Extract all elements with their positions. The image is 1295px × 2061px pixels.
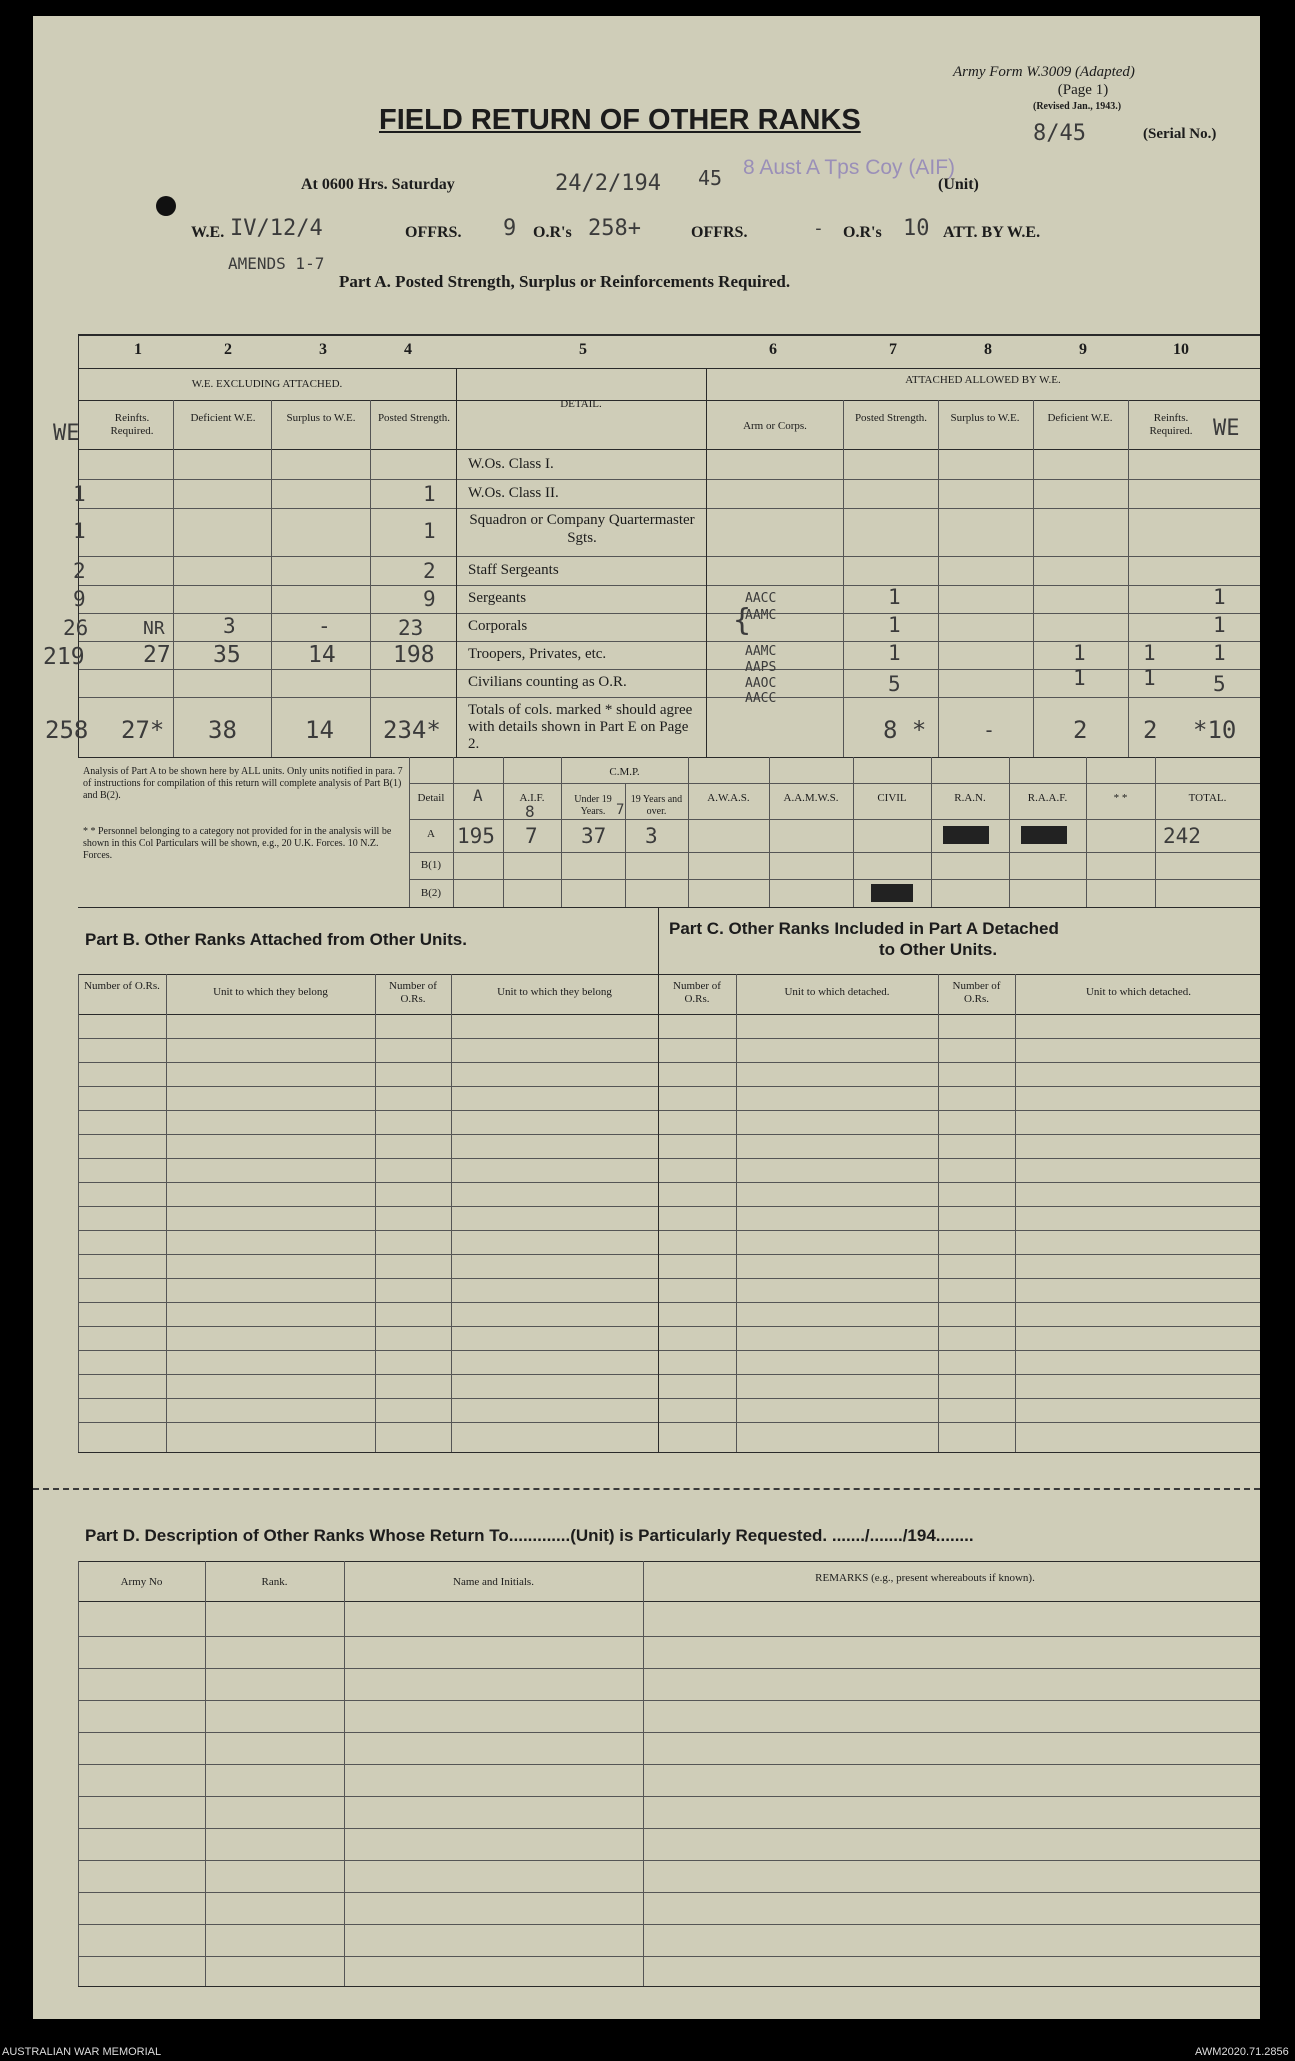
analysis-row-b2: B(2): [420, 887, 442, 899]
part-c-head-num-1: Number of O.Rs.: [673, 980, 721, 1005]
offrs-value: 9: [503, 216, 517, 241]
analysis-over-value: 3: [645, 824, 658, 848]
row-detail-pte: Troopers, Privates, etc.: [468, 646, 607, 662]
analysis-ran: R.A.N.: [954, 792, 986, 804]
row-arm-sgt: AACC: [745, 591, 777, 606]
analysis-hw-7: 7: [616, 802, 625, 818]
blackout-civil-b2: [871, 884, 913, 902]
row-c2-pte: 35: [213, 642, 241, 668]
row-c4-pte: 198: [393, 642, 435, 668]
total-we: 258: [45, 716, 89, 744]
total-r: *10: [1193, 716, 1237, 744]
row-c4-ssgt: 2: [423, 559, 436, 583]
analysis-row-b1: B(1): [420, 859, 442, 871]
analysis-aif: A.I.F.: [519, 792, 545, 804]
row-arm-pte: AAMC: [745, 644, 777, 659]
row-we-pte: 219: [43, 644, 85, 670]
at-label: At 0600 Hrs. Saturday: [301, 176, 455, 193]
analysis-a-value: 195: [457, 824, 495, 848]
row-detail-ssgt: Staff Sergeants: [468, 562, 559, 578]
year-value: 45: [698, 166, 723, 190]
ors2-label: O.R's: [843, 224, 882, 241]
row-we-cqms: 1: [73, 519, 86, 543]
row-we-wo2: 1: [73, 482, 86, 506]
row-c1-cpl: NR: [143, 618, 165, 639]
part-b-head-unit-1: Unit to which they belong: [213, 986, 328, 998]
analysis-row-a: A: [427, 828, 435, 840]
col-num-2: 2: [224, 341, 232, 358]
analysis-total: TOTAL.: [1188, 792, 1227, 804]
analysis-civil: CIVIL: [877, 792, 907, 804]
offrs-label: OFFRS.: [405, 224, 462, 241]
offrs2-value: -: [813, 218, 824, 239]
analysis-detail: Detail: [417, 792, 445, 804]
we-label: W.E.: [191, 224, 225, 241]
head-r-posted: Posted Strength.: [854, 412, 928, 424]
row-r-sgt: 1: [1213, 585, 1226, 609]
footer-left: AUSTRALIAN WAR MEMORIAL: [2, 2046, 162, 2058]
row-we-sgt: 9: [73, 587, 86, 611]
row-arm-extra-2: AACC: [745, 691, 777, 706]
analysis-hw-a: A: [473, 786, 483, 805]
row-c4-wo2: 1: [423, 482, 436, 506]
brace-icon: {: [733, 603, 752, 638]
ors-label: O.R's: [533, 224, 572, 241]
ors2-value: 10: [903, 216, 930, 241]
col-num-10: 10: [1173, 341, 1189, 358]
serial-label: (Serial No.): [1143, 126, 1217, 142]
analysis-total-value: 242: [1163, 824, 1201, 848]
head-reinfts: Reinfts. Required.: [110, 412, 154, 437]
part-b-title: Part B. Other Ranks Attached from Other Units.: [85, 930, 467, 949]
totals-detail: Totals of cols. marked * should agree with details shown in Part E on Page 2.: [468, 702, 693, 752]
total-c10: 2: [1143, 716, 1158, 744]
punch-hole: [156, 196, 176, 216]
analysis-star: * *: [1113, 792, 1128, 804]
row-c9-pte: 1: [1073, 641, 1086, 665]
row-c9-civ: 1: [1073, 666, 1086, 690]
part-c-title-1: Part C. Other Ranks Included in Part A Detached: [669, 919, 1059, 938]
row-detail-civ: Civilians counting as O.R.: [468, 674, 627, 690]
part-c-head-num-2: Number of O.Rs.: [952, 980, 1001, 1005]
row-r-pte: 1: [1213, 641, 1226, 665]
total-c7: 8 *: [883, 716, 927, 744]
form-name: Army Form W.3009 (Adapted): [953, 64, 1135, 80]
blackout-raaf-a: [1021, 826, 1067, 844]
row-c3-cpl: -: [318, 614, 331, 638]
we-excluding-head: W.E. EXCLUDING ATTACHED.: [191, 378, 343, 390]
row-arm-extra-1: AAOC: [745, 676, 777, 691]
analysis-aamws: A.A.M.W.S.: [783, 792, 839, 804]
row-c3-pte: 14: [308, 642, 336, 668]
total-c1: 27*: [121, 716, 165, 744]
total-c4: 234*: [383, 716, 441, 744]
ors-value: 258+: [588, 216, 641, 241]
analysis-raaf: R.A.A.F.: [1027, 792, 1068, 804]
col-num-8: 8: [984, 341, 992, 358]
part-c-head-unit-1: Unit to which detached.: [784, 986, 890, 998]
row-c7-cpl: 1: [888, 613, 901, 637]
row-arm-cpl: AAMC: [745, 608, 777, 623]
row-c7-civ: 5: [888, 672, 901, 696]
col-num-4: 4: [404, 341, 412, 358]
head-posted: Posted Strength.: [377, 412, 451, 424]
total-c8: -: [983, 718, 996, 742]
form-page: [33, 16, 1260, 2019]
col-num-6: 6: [769, 341, 777, 358]
part-b-head-num-1: Number of O.Rs.: [84, 980, 160, 992]
head-surplus: Surplus to W.E.: [286, 412, 356, 424]
footer-right: AWM2020.71.2856: [1195, 2046, 1289, 2058]
amends-note: AMENDS 1-7: [228, 254, 325, 273]
analysis-note-2: * * Personnel belonging to a category not provided for in the analysis will be shown in this Col Particulars will be shown, e.g., 20 U.K. Forces. 10 N.Z. Forces.: [83, 826, 392, 861]
analysis-awas: A.W.A.S.: [707, 792, 750, 804]
serial-value: 8/45: [1033, 121, 1086, 146]
row-we-cpl: 26: [63, 616, 89, 640]
page-title: FIELD RETURN OF OTHER RANKS: [379, 104, 861, 136]
blackout-ran-a: [943, 826, 989, 844]
part-c-title-2: to Other Units.: [879, 940, 998, 959]
row-c7-sgt: 1: [888, 585, 901, 609]
detail-head: DETAIL.: [560, 398, 602, 410]
analysis-under19: Under 19 Years.: [574, 794, 612, 817]
analysis-under-value: 37: [581, 824, 607, 848]
tear-line: [33, 1488, 1260, 1490]
analysis-cmp: C.M.P.: [609, 766, 640, 778]
head-r-reinfts: Reinfts. Required.: [1149, 412, 1193, 437]
row-c10-pte: 1: [1143, 641, 1156, 665]
analysis-aif-value: 7: [525, 824, 538, 848]
col-num-5: 5: [579, 341, 587, 358]
col-num-1: 1: [134, 341, 142, 358]
row-detail-wo2: W.Os. Class II.: [468, 485, 559, 501]
head-arm: Arm or Corps.: [743, 420, 807, 432]
unit-label: (Unit): [938, 176, 979, 193]
row-c10-civ: 1: [1143, 666, 1156, 690]
form-page-number: (Page 1): [1057, 82, 1109, 98]
analysis-over19: 19 Years and over.: [630, 794, 683, 817]
row-c4-sgt: 9: [423, 587, 436, 611]
total-c3: 14: [305, 716, 334, 744]
analysis-note-1: Analysis of Part A to be shown here by ALL units. Only units notified in para. 7 of instructions for compilation of this return will complete analysis of Part B(1) and B(2).: [83, 766, 403, 801]
part-d-head-army-no: Army No: [120, 1576, 163, 1588]
part-b-head-unit-2: Unit to which they belong: [497, 986, 612, 998]
row-detail-cpl: Corporals: [468, 618, 528, 634]
row-r-cpl: 1: [1213, 613, 1226, 637]
row-c4-cqms: 1: [423, 519, 436, 543]
row-r-civ: 5: [1213, 672, 1226, 696]
analysis-hw-8: 8: [525, 802, 535, 821]
row-c7-pte: 1: [888, 641, 901, 665]
row-c1-pte: 27: [143, 642, 171, 668]
we-margin-right: WE: [1213, 416, 1240, 441]
we-margin-left: WE: [53, 421, 80, 446]
part-b-head-num-2: Number of O.Rs.: [389, 980, 437, 1005]
part-a-title: Part A. Posted Strength, Surplus or Reinforcements Required.: [339, 272, 791, 291]
row-detail-wo1: W.Os. Class I.: [468, 456, 554, 472]
part-d-head-remarks: REMARKS (e.g., present whereabouts if known).: [815, 1572, 1035, 1584]
part-d-head-rank: Rank.: [261, 1576, 288, 1588]
we-value: IV/12/4: [230, 216, 323, 241]
date-value: 24/2/194: [555, 171, 661, 196]
total-c2: 38: [208, 716, 237, 744]
head-r-surplus: Surplus to W.E.: [950, 412, 1020, 424]
row-we-ssgt: 2: [73, 559, 86, 583]
part-d-title: Part D. Description of Other Ranks Whose Return To.............(Unit) is Particularly Requested. ......./......./194........: [85, 1526, 974, 1545]
row-c4-cpl: 23: [398, 616, 424, 640]
row-detail-sgt: Sergeants: [468, 590, 527, 606]
offrs2-label: OFFRS.: [691, 224, 748, 241]
part-c-head-unit-2: Unit to which detached.: [1085, 986, 1192, 998]
total-c9: 2: [1073, 716, 1088, 744]
col-num-9: 9: [1079, 341, 1087, 358]
row-c2-cpl: 3: [223, 614, 236, 638]
col-num-3: 3: [319, 341, 327, 358]
att-label: ATT. BY W.E.: [943, 224, 1041, 241]
head-r-deficient: Deficient W.E.: [1047, 412, 1113, 424]
row-arm-civ: AAPS: [745, 660, 777, 675]
row-detail-cqms: Squadron or Company Quartermaster Sgts.: [469, 512, 695, 546]
attached-allowed-head: ATTACHED ALLOWED BY W.E.: [905, 374, 1061, 386]
col-num-7: 7: [889, 341, 897, 358]
head-deficient: Deficient W.E.: [190, 412, 256, 424]
part-d-head-name: Name and Initials.: [453, 1576, 534, 1588]
unit-stamp: 8 Aust A Tps Coy (AIF): [743, 156, 956, 179]
form-revised: (Revised Jan., 1943.): [1033, 101, 1122, 112]
